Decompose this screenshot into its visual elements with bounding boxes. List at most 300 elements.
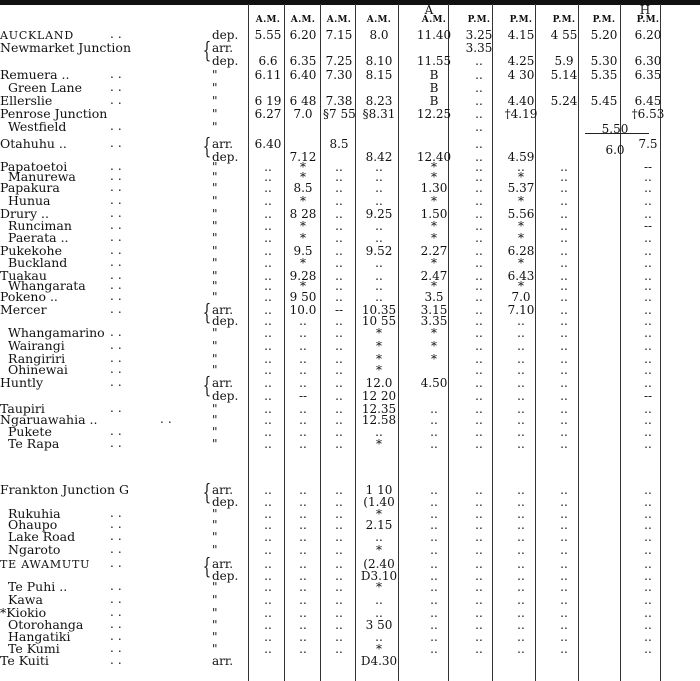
time-cell: .. bbox=[644, 593, 652, 607]
time-cell: .. bbox=[335, 269, 343, 283]
station-name: TE AWAMUTU bbox=[0, 558, 91, 571]
time-cell: .. bbox=[560, 413, 568, 427]
leader-dots: .. bbox=[110, 617, 126, 631]
leader-dots: .. bbox=[110, 268, 126, 282]
time-cell: .. bbox=[644, 642, 652, 656]
column-header: P.M. bbox=[636, 15, 660, 25]
leader-dots: .. bbox=[110, 67, 126, 81]
time-cell: * bbox=[518, 279, 524, 293]
timetable-row bbox=[0, 641, 700, 656]
time-cell: 6.20 bbox=[289, 28, 317, 42]
time-cell: .. bbox=[517, 160, 525, 174]
time-cell: .. bbox=[335, 256, 343, 270]
time-cell: .. bbox=[264, 352, 272, 366]
time-cell: 5.9 bbox=[554, 54, 574, 68]
time-cell: .. bbox=[299, 413, 307, 427]
time-cell: .. bbox=[475, 194, 483, 208]
time-cell: .. bbox=[644, 314, 652, 328]
time-cell: 5.35 bbox=[590, 68, 618, 82]
station-name: Paerata .. bbox=[8, 230, 69, 245]
spanned-dep-value: 6.0 bbox=[605, 143, 625, 157]
time-cell: .. bbox=[475, 107, 483, 121]
time-cell: .. bbox=[560, 207, 568, 221]
station-name: Penrose Junction bbox=[0, 106, 108, 121]
time-cell: 6.11 bbox=[254, 68, 282, 82]
arr-dep-label: dep. bbox=[212, 28, 239, 42]
time-cell: 7.38 bbox=[325, 94, 353, 108]
time-cell: .. bbox=[475, 244, 483, 258]
timetable-row bbox=[0, 629, 700, 644]
time-cell: .. bbox=[375, 606, 383, 620]
time-cell: .. bbox=[644, 569, 652, 583]
time-cell: 7.0 bbox=[293, 107, 313, 121]
time-cell: .. bbox=[264, 303, 272, 317]
time-cell: 4.25 bbox=[507, 54, 535, 68]
arr-dep-label: dep. bbox=[212, 389, 239, 403]
time-cell: 9.25 bbox=[365, 207, 393, 221]
time-cell: .. bbox=[264, 569, 272, 583]
time-cell: .. bbox=[475, 606, 483, 620]
time-cell: .. bbox=[264, 518, 272, 532]
time-cell: .. bbox=[264, 231, 272, 245]
time-cell: 4 55 bbox=[550, 28, 578, 42]
time-cell: 5.55 bbox=[254, 28, 282, 42]
time-cell: * bbox=[300, 231, 306, 245]
time-cell: .. bbox=[375, 194, 383, 208]
time-cell: .. bbox=[430, 642, 438, 656]
time-cell: .. bbox=[475, 269, 483, 283]
time-cell: .. bbox=[299, 593, 307, 607]
time-cell: .. bbox=[644, 437, 652, 451]
column-header: P.M. bbox=[592, 15, 616, 25]
time-cell: .. bbox=[299, 326, 307, 340]
time-cell: -- bbox=[298, 389, 308, 403]
leader-dots: .. bbox=[110, 27, 126, 41]
arr-dep-label: " bbox=[212, 231, 218, 245]
time-cell: .. bbox=[475, 54, 483, 68]
column-header: A.M. bbox=[290, 15, 316, 25]
time-cell: .. bbox=[335, 495, 343, 509]
leader-dots: .. bbox=[160, 412, 176, 426]
timetable-row bbox=[0, 80, 700, 95]
time-cell: 1 10 bbox=[365, 483, 393, 497]
time-cell: .. bbox=[335, 219, 343, 233]
time-cell: .. bbox=[644, 279, 652, 293]
time-cell: .. bbox=[517, 557, 525, 571]
timetable-row bbox=[0, 193, 700, 208]
time-cell: .. bbox=[430, 437, 438, 451]
arr-dep-label: " bbox=[212, 290, 218, 304]
time-cell: .. bbox=[335, 642, 343, 656]
timetable-row bbox=[0, 497, 700, 508]
time-cell: .. bbox=[430, 580, 438, 594]
arr-dep-label: " bbox=[212, 507, 218, 521]
station-name: Ellerslie bbox=[0, 93, 53, 108]
time-cell: 7.15 bbox=[325, 28, 353, 42]
time-cell: .. bbox=[335, 606, 343, 620]
arr-dep-label: " bbox=[212, 107, 218, 121]
time-cell: * bbox=[518, 194, 524, 208]
time-cell: .. bbox=[644, 557, 652, 571]
leader-dots: .. bbox=[110, 119, 126, 133]
time-cell: .. bbox=[644, 339, 652, 353]
time-cell: .. bbox=[644, 194, 652, 208]
time-cell: .. bbox=[430, 425, 438, 439]
time-cell: .. bbox=[644, 303, 652, 317]
time-cell: .. bbox=[299, 339, 307, 353]
arr-dep-label: arr. bbox=[212, 654, 234, 668]
column-header: A.M. bbox=[421, 15, 447, 25]
time-cell: .. bbox=[517, 413, 525, 427]
leader-dots: .. bbox=[110, 255, 126, 269]
leader-dots: .. bbox=[110, 653, 126, 667]
time-cell: .. bbox=[375, 256, 383, 270]
time-cell: .. bbox=[644, 618, 652, 632]
time-cell: .. bbox=[517, 339, 525, 353]
arr-dep-label: " bbox=[212, 618, 218, 632]
time-cell: .. bbox=[430, 569, 438, 583]
leader-dots: .. bbox=[110, 302, 126, 316]
time-cell: .. bbox=[560, 483, 568, 497]
leader-dots: .. bbox=[110, 629, 126, 643]
time-cell: 8.0 bbox=[369, 28, 389, 42]
time-cell: .. bbox=[560, 244, 568, 258]
station-name: Otorohanga bbox=[8, 617, 84, 632]
brace-glyph: { bbox=[202, 555, 212, 580]
time-cell: .. bbox=[475, 326, 483, 340]
time-cell: .. bbox=[375, 290, 383, 304]
arr-dep-label: arr. bbox=[212, 137, 234, 151]
station-name: Remuera .. bbox=[0, 67, 70, 82]
time-cell: 6.40 bbox=[289, 68, 317, 82]
time-cell: .. bbox=[475, 290, 483, 304]
time-cell: .. bbox=[264, 290, 272, 304]
time-cell: .. bbox=[475, 314, 483, 328]
leader-dots: .. bbox=[110, 556, 126, 570]
time-cell: .. bbox=[644, 630, 652, 644]
time-cell: * bbox=[376, 326, 382, 340]
time-cell: .. bbox=[517, 606, 525, 620]
time-cell: .. bbox=[517, 425, 525, 439]
arr-dep-label: " bbox=[212, 363, 218, 377]
time-cell: .. bbox=[264, 580, 272, 594]
time-cell: D3.10 bbox=[360, 569, 398, 583]
time-cell: .. bbox=[517, 389, 525, 403]
time-cell: .. bbox=[299, 402, 307, 416]
time-cell: 1.50 bbox=[420, 207, 448, 221]
time-cell: .. bbox=[560, 543, 568, 557]
time-cell: * bbox=[376, 507, 382, 521]
time-cell: .. bbox=[430, 618, 438, 632]
arr-dep-label: arr. bbox=[212, 303, 234, 317]
arr-dep-label: arr. bbox=[212, 483, 234, 497]
leader-dots: .. bbox=[110, 375, 126, 389]
time-cell: 8.42 bbox=[365, 150, 393, 164]
time-cell: .. bbox=[430, 557, 438, 571]
time-cell: .. bbox=[299, 642, 307, 656]
time-cell: 9 50 bbox=[289, 290, 317, 304]
arr-dep-label: " bbox=[212, 181, 218, 195]
column-header: A.M. bbox=[326, 15, 352, 25]
station-name: Whangamarino bbox=[8, 325, 105, 340]
time-cell: * bbox=[300, 256, 306, 270]
timetable-row bbox=[0, 255, 700, 270]
time-cell: .. bbox=[299, 530, 307, 544]
station-name: Buckland bbox=[8, 255, 68, 270]
column-mark: A bbox=[424, 3, 434, 17]
time-cell: .. bbox=[335, 352, 343, 366]
time-cell: .. bbox=[475, 507, 483, 521]
time-cell: 8.5 bbox=[329, 137, 349, 151]
leader-dots: .. bbox=[110, 218, 126, 232]
time-cell: .. bbox=[335, 543, 343, 557]
time-cell: .. bbox=[475, 170, 483, 184]
time-cell: 8 28 bbox=[289, 207, 317, 221]
time-cell: .. bbox=[335, 389, 343, 403]
top-rule bbox=[0, 0, 700, 5]
time-cell: 4.15 bbox=[507, 28, 535, 42]
time-cell: .. bbox=[335, 580, 343, 594]
leader-dots: .. bbox=[110, 93, 126, 107]
leader-dots: .. bbox=[110, 506, 126, 520]
time-cell: .. bbox=[335, 413, 343, 427]
time-cell: .. bbox=[335, 518, 343, 532]
brace-glyph: { bbox=[202, 39, 212, 64]
time-cell: .. bbox=[430, 593, 438, 607]
station-name: Mercer bbox=[0, 302, 47, 317]
time-cell: 4.59 bbox=[507, 150, 535, 164]
time-cell: 7.0 bbox=[511, 290, 531, 304]
time-cell: .. bbox=[264, 630, 272, 644]
time-cell: 3.35 bbox=[465, 41, 493, 55]
time-cell: 1.30 bbox=[420, 181, 448, 195]
time-cell: .. bbox=[335, 376, 343, 390]
time-cell: .. bbox=[335, 437, 343, 451]
timetable-row bbox=[0, 316, 700, 327]
time-cell: .. bbox=[560, 389, 568, 403]
time-cell: .. bbox=[264, 413, 272, 427]
column-mark: H bbox=[639, 3, 651, 17]
leader-dots: .. bbox=[110, 180, 126, 194]
time-cell: 9.5 bbox=[293, 244, 313, 258]
time-cell: .. bbox=[644, 326, 652, 340]
time-cell: .. bbox=[335, 425, 343, 439]
time-cell: 5.56 bbox=[507, 207, 535, 221]
time-cell: .. bbox=[335, 207, 343, 221]
time-cell: .. bbox=[264, 495, 272, 509]
time-cell: 6.20 bbox=[634, 28, 662, 42]
time-cell: .. bbox=[299, 425, 307, 439]
time-cell: * bbox=[300, 219, 306, 233]
spanned-arr-value: 5.50 bbox=[601, 122, 629, 136]
time-cell: .. bbox=[375, 593, 383, 607]
time-cell: .. bbox=[560, 495, 568, 509]
time-cell: .. bbox=[430, 413, 438, 427]
time-cell: .. bbox=[644, 530, 652, 544]
time-cell: .. bbox=[560, 290, 568, 304]
time-cell: .. bbox=[475, 569, 483, 583]
time-cell: .. bbox=[264, 194, 272, 208]
time-cell: .. bbox=[475, 413, 483, 427]
column-header: P.M. bbox=[552, 15, 576, 25]
time-cell: .. bbox=[475, 425, 483, 439]
time-cell: 6.35 bbox=[634, 68, 662, 82]
time-cell: 11.55 bbox=[416, 54, 452, 68]
time-cell: .. bbox=[560, 557, 568, 571]
time-cell: .. bbox=[560, 219, 568, 233]
time-cell: .. bbox=[264, 389, 272, 403]
arr-dep-label: " bbox=[212, 279, 218, 293]
station-name: Papatoetoi bbox=[0, 159, 68, 174]
time-cell: .. bbox=[475, 376, 483, 390]
station-name: *Kiokio bbox=[0, 605, 47, 620]
time-cell: .. bbox=[644, 518, 652, 532]
time-cell: .. bbox=[335, 363, 343, 377]
time-cell: .. bbox=[644, 413, 652, 427]
time-cell: .. bbox=[335, 530, 343, 544]
time-cell: .. bbox=[560, 170, 568, 184]
time-cell: .. bbox=[299, 437, 307, 451]
leader-dots: .. bbox=[110, 542, 126, 556]
time-cell: .. bbox=[264, 181, 272, 195]
timetable-row bbox=[0, 106, 700, 121]
time-cell: .. bbox=[430, 630, 438, 644]
time-cell: .. bbox=[299, 352, 307, 366]
station-name: Te Kuiti bbox=[0, 653, 49, 668]
timetable-row bbox=[0, 218, 700, 233]
time-cell: * bbox=[431, 279, 437, 293]
arr-dep-label: " bbox=[212, 244, 218, 258]
time-cell: .. bbox=[475, 389, 483, 403]
time-cell: .. bbox=[560, 339, 568, 353]
time-cell: .. bbox=[475, 580, 483, 594]
time-cell: 6.27 bbox=[254, 107, 282, 121]
time-cell: .. bbox=[560, 402, 568, 416]
time-cell: .. bbox=[475, 363, 483, 377]
time-cell: .. bbox=[335, 483, 343, 497]
time-cell: .. bbox=[475, 68, 483, 82]
time-cell: * bbox=[376, 363, 382, 377]
time-cell: .. bbox=[475, 160, 483, 174]
time-cell: 12.25 bbox=[416, 107, 452, 121]
time-cell: 5.24 bbox=[550, 94, 578, 108]
time-cell: 12.58 bbox=[361, 413, 397, 427]
time-cell: .. bbox=[335, 160, 343, 174]
arr-dep-label: " bbox=[212, 543, 218, 557]
time-cell: B bbox=[429, 94, 439, 108]
time-cell: .. bbox=[335, 170, 343, 184]
station-name: Pukete bbox=[8, 424, 52, 439]
time-cell: .. bbox=[644, 363, 652, 377]
time-cell: * bbox=[431, 219, 437, 233]
leader-dots: .. bbox=[110, 230, 126, 244]
time-cell: .. bbox=[335, 326, 343, 340]
time-cell: .. bbox=[475, 495, 483, 509]
leader-dots: .. bbox=[110, 80, 126, 94]
time-cell: .. bbox=[264, 402, 272, 416]
leader-dots: .. bbox=[110, 424, 126, 438]
time-cell: .. bbox=[560, 606, 568, 620]
time-cell: .. bbox=[475, 530, 483, 544]
arr-dep-label: " bbox=[212, 68, 218, 82]
time-cell: -- bbox=[643, 219, 653, 233]
time-cell: .. bbox=[335, 618, 343, 632]
leader-dots: .. bbox=[110, 641, 126, 655]
time-cell: .. bbox=[644, 495, 652, 509]
time-cell: * bbox=[431, 352, 437, 366]
time-cell: 7.12 bbox=[289, 150, 317, 164]
time-cell: .. bbox=[264, 483, 272, 497]
station-name: Te Puhi .. bbox=[8, 579, 68, 594]
time-cell: 6.43 bbox=[507, 269, 535, 283]
time-cell: 8.10 bbox=[365, 54, 393, 68]
time-cell: .. bbox=[517, 376, 525, 390]
time-cell: .. bbox=[335, 557, 343, 571]
time-cell: †4.19 bbox=[504, 107, 538, 121]
time-cell: 6.40 bbox=[254, 137, 282, 151]
time-cell: .. bbox=[299, 569, 307, 583]
time-cell: .. bbox=[375, 160, 383, 174]
time-cell: .. bbox=[375, 279, 383, 293]
time-cell: 2.15 bbox=[365, 518, 393, 532]
leader-dots: .. bbox=[110, 206, 126, 220]
time-cell: 3.35 bbox=[420, 314, 448, 328]
time-cell: .. bbox=[430, 518, 438, 532]
time-cell: .. bbox=[517, 569, 525, 583]
time-cell: .. bbox=[375, 530, 383, 544]
arr-dep-label: " bbox=[212, 606, 218, 620]
arr-dep-label: " bbox=[212, 530, 218, 544]
time-cell: .. bbox=[517, 314, 525, 328]
time-cell: * bbox=[376, 642, 382, 656]
time-cell: .. bbox=[264, 269, 272, 283]
time-cell: .. bbox=[644, 231, 652, 245]
time-cell: .. bbox=[335, 630, 343, 644]
station-name: Ohaupo bbox=[8, 517, 58, 532]
time-cell: .. bbox=[299, 518, 307, 532]
time-cell: .. bbox=[475, 279, 483, 293]
arr-dep-label: arr. bbox=[212, 557, 234, 571]
time-cell: .. bbox=[475, 352, 483, 366]
time-cell: 7.30 bbox=[325, 68, 353, 82]
station-name: Huntly bbox=[0, 375, 44, 390]
timetable-row bbox=[0, 605, 700, 620]
time-cell: .. bbox=[299, 580, 307, 594]
time-cell: B bbox=[429, 81, 439, 95]
time-cell: .. bbox=[560, 326, 568, 340]
time-cell: .. bbox=[264, 530, 272, 544]
timetable-row bbox=[0, 67, 700, 82]
time-cell: .. bbox=[264, 314, 272, 328]
time-cell: .. bbox=[560, 303, 568, 317]
time-cell: * bbox=[518, 231, 524, 245]
time-cell: .. bbox=[560, 437, 568, 451]
time-cell: .. bbox=[475, 181, 483, 195]
time-cell: * bbox=[431, 339, 437, 353]
time-cell: .. bbox=[560, 352, 568, 366]
time-cell: 6.45 bbox=[634, 94, 662, 108]
column-header: A.M. bbox=[366, 15, 392, 25]
time-cell: .. bbox=[560, 231, 568, 245]
time-cell: .. bbox=[430, 543, 438, 557]
time-cell: * bbox=[431, 231, 437, 245]
station-name: Green Lane bbox=[8, 80, 82, 95]
time-cell: .. bbox=[264, 606, 272, 620]
time-cell: * bbox=[518, 256, 524, 270]
time-cell: .. bbox=[560, 279, 568, 293]
arr-dep-label: " bbox=[212, 518, 218, 532]
time-cell: .. bbox=[475, 593, 483, 607]
